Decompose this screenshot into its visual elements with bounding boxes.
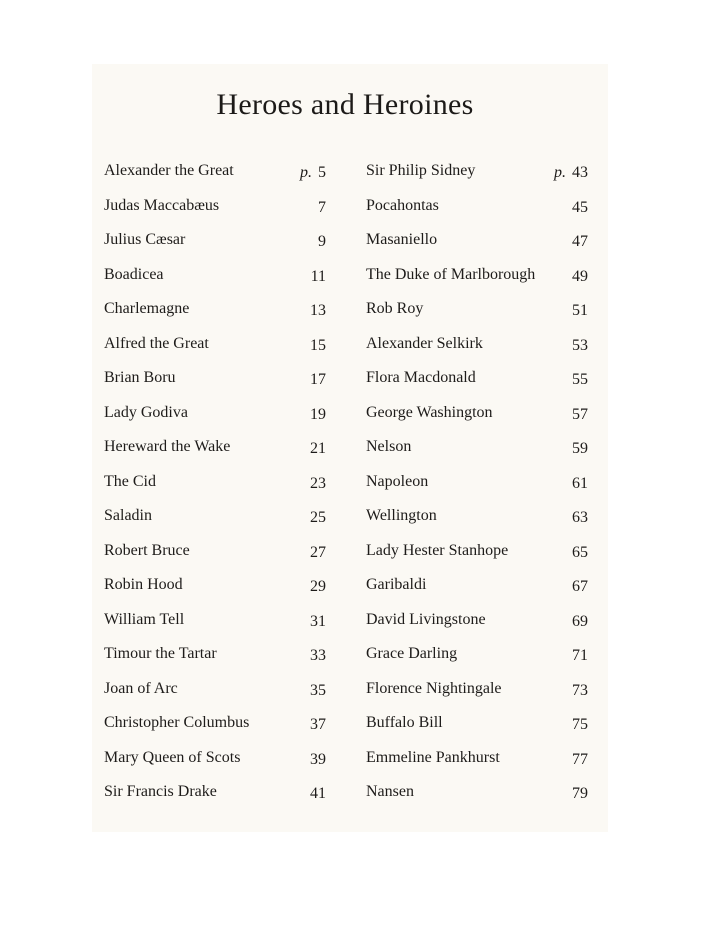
entry-name: Emmeline Pankhurst	[366, 748, 500, 766]
entry-page-number	[572, 544, 588, 562]
entry-page-number	[310, 716, 326, 734]
entry-name: Flora Macdonald	[366, 369, 476, 386]
entry-name: Buffalo Bill	[366, 714, 443, 731]
entry-name: Napoleon	[366, 472, 429, 490]
contents-entry	[366, 710, 588, 745]
entry-page-value: 35	[310, 681, 326, 699]
contents-column-left	[104, 158, 326, 814]
entry-page-number	[572, 509, 588, 527]
entry-page-value: 55	[572, 371, 588, 388]
entry-page-value: 19	[310, 405, 326, 423]
entry-name: Hereward the Wake	[104, 438, 231, 455]
entry-page-value: 27	[310, 543, 326, 561]
entry-page-number	[310, 682, 326, 700]
contents-entry	[104, 710, 326, 745]
entry-page-number	[572, 682, 588, 700]
entry-name: Charlemagne	[104, 300, 190, 317]
contents-entry	[104, 779, 326, 814]
entry-page-number	[310, 440, 326, 458]
page-prefix: p.	[554, 164, 566, 181]
contents-entry	[104, 538, 326, 573]
entry-page-value: 21	[310, 440, 326, 457]
entry-page-number	[572, 337, 588, 355]
entry-name: Mary Queen of Scots	[104, 748, 241, 766]
contents-entry	[104, 158, 326, 193]
entry-page-value: 65	[572, 543, 588, 561]
contents-entry	[366, 193, 588, 228]
entry-page-value: 15	[310, 336, 326, 354]
contents-entry	[104, 434, 326, 469]
entry-page-number	[318, 233, 326, 251]
entry-page-number	[572, 716, 588, 734]
entry-name: George Washington	[366, 403, 493, 421]
entry-page-number	[310, 337, 326, 355]
entry-page-number	[310, 302, 326, 320]
entry-page-number	[300, 164, 326, 182]
entry-page-value: 57	[572, 405, 588, 423]
contents-entry	[366, 745, 588, 780]
entry-name: Sir Philip Sidney	[366, 162, 476, 179]
contents-entry	[104, 676, 326, 711]
entry-name: Boadicea	[104, 265, 164, 283]
entry-page-value: 33	[310, 647, 326, 664]
entry-page-value: 53	[572, 336, 588, 354]
entry-name: Florence Nightingale	[366, 679, 502, 697]
contents-entry	[366, 365, 588, 400]
entry-page-value: 75	[572, 716, 588, 733]
entry-page-value: 41	[310, 785, 326, 802]
contents-entry	[366, 469, 588, 504]
entry-page-value: 47	[572, 233, 588, 250]
entry-name: Joan of Arc	[104, 679, 178, 697]
entry-page-number	[554, 164, 588, 182]
entry-page-value: 17	[310, 371, 326, 388]
entry-page-value: 9	[318, 233, 326, 250]
entry-name: Saladin	[104, 507, 152, 524]
entry-name: Garibaldi	[366, 576, 427, 593]
entry-page-number	[572, 199, 588, 217]
contents-entry	[104, 607, 326, 642]
entry-page-value: 25	[310, 509, 326, 526]
entry-page-value: 73	[572, 681, 588, 699]
contents-entry	[366, 607, 588, 642]
entry-page-value: 71	[572, 647, 588, 664]
entry-page-number	[572, 647, 588, 665]
entry-page-number	[310, 371, 326, 389]
contents-entry	[366, 641, 588, 676]
contents-entry	[104, 745, 326, 780]
entry-name: William Tell	[104, 610, 185, 628]
contents-entry	[104, 331, 326, 366]
entry-name: Timour the Tartar	[104, 645, 217, 662]
contents-entry	[104, 400, 326, 435]
contents-entry	[366, 572, 588, 607]
contents-entry	[366, 227, 588, 262]
entry-page-number	[311, 268, 326, 286]
entry-page-value: 59	[572, 440, 588, 457]
entry-page-number	[310, 647, 326, 665]
entry-page-value: 31	[310, 612, 326, 630]
entry-page-number	[310, 785, 326, 803]
entry-name: Masaniello	[366, 231, 438, 248]
entry-page-value: 67	[572, 578, 588, 595]
entry-page-value: 77	[572, 750, 588, 768]
entry-name: Wellington	[366, 507, 437, 524]
entry-page-value: 23	[310, 474, 326, 492]
entry-page-number	[572, 475, 588, 493]
entry-page-number	[310, 751, 326, 769]
entry-page-value: 37	[310, 716, 326, 733]
entry-page-number	[310, 406, 326, 424]
contents-entry	[104, 365, 326, 400]
entry-page-number	[310, 509, 326, 527]
entry-name: Alexander Selkirk	[366, 334, 483, 352]
contents-entry	[366, 779, 588, 814]
entry-page-value: 43	[572, 164, 588, 181]
entry-name: Christopher Columbus	[104, 714, 250, 731]
entry-name: Lady Godiva	[104, 403, 188, 421]
entry-page-value: 63	[572, 509, 588, 526]
entry-page-number	[572, 578, 588, 596]
entry-page-number	[318, 199, 326, 217]
contents-entry	[366, 296, 588, 331]
entry-name: Julius Cæsar	[104, 231, 186, 248]
entry-name: Alfred the Great	[104, 334, 209, 352]
entry-page-value: 39	[310, 750, 326, 768]
entry-page-value: 29	[310, 578, 326, 595]
entry-name: Lady Hester Stanhope	[366, 541, 509, 559]
contents-entry	[366, 434, 588, 469]
entry-page-number	[572, 785, 588, 803]
entry-page-number	[572, 371, 588, 389]
entry-name: Pocahontas	[366, 196, 439, 214]
contents-entry	[366, 400, 588, 435]
contents-entry	[104, 572, 326, 607]
contents-entry	[104, 641, 326, 676]
entry-name: Sir Francis Drake	[104, 783, 217, 800]
contents-entry	[366, 331, 588, 366]
contents-entry	[366, 262, 588, 297]
entry-name: Alexander the Great	[104, 162, 234, 179]
entry-page-number	[572, 613, 588, 631]
contents-entry	[104, 296, 326, 331]
contents-entry	[104, 227, 326, 262]
entry-page-number	[310, 475, 326, 493]
entry-page-value: 5	[318, 164, 326, 181]
entry-name: Judas Maccabæus	[104, 196, 220, 214]
contents-entry	[366, 676, 588, 711]
entry-page-number	[310, 613, 326, 631]
entry-name: The Cid	[104, 472, 156, 490]
entry-page-number	[572, 233, 588, 251]
page-prefix: p.	[300, 164, 312, 181]
entry-page-number	[572, 440, 588, 458]
entry-name: Robert Bruce	[104, 541, 190, 559]
entry-page-number	[310, 544, 326, 562]
entry-name: Brian Boru	[104, 369, 176, 386]
entry-name: Rob Roy	[366, 300, 424, 317]
contents-entry	[366, 503, 588, 538]
entry-page-number	[572, 406, 588, 424]
entry-page-value: 51	[572, 302, 588, 319]
contents-entry	[104, 503, 326, 538]
entry-page-number	[572, 751, 588, 769]
entry-page-value: 45	[572, 198, 588, 216]
entry-name: Nansen	[366, 783, 414, 800]
contents-entry	[104, 193, 326, 228]
entry-page-value: 13	[310, 302, 326, 319]
entry-page-number	[572, 268, 588, 286]
contents-entry	[104, 262, 326, 297]
entry-page-value: 79	[572, 785, 588, 802]
entry-name: Grace Darling	[366, 645, 458, 662]
contents-column-right	[366, 158, 588, 814]
entry-page-value: 69	[572, 612, 588, 630]
entry-page-value: 49	[572, 267, 588, 285]
entry-page-value: 7	[318, 198, 326, 216]
entry-name: David Livingstone	[366, 610, 486, 628]
entry-page-number	[310, 578, 326, 596]
page-title: Heroes and Heroines	[216, 88, 474, 121]
entry-name: The Duke of Marlborough	[366, 265, 536, 283]
entry-name: Nelson	[366, 438, 412, 455]
entry-page-value: 61	[572, 474, 588, 492]
entry-page-value: 11	[310, 267, 326, 285]
contents-entry	[366, 158, 588, 193]
contents-entry	[104, 469, 326, 504]
entry-page-number	[572, 302, 588, 320]
entry-name: Robin Hood	[104, 576, 183, 593]
contents-entry	[366, 538, 588, 573]
